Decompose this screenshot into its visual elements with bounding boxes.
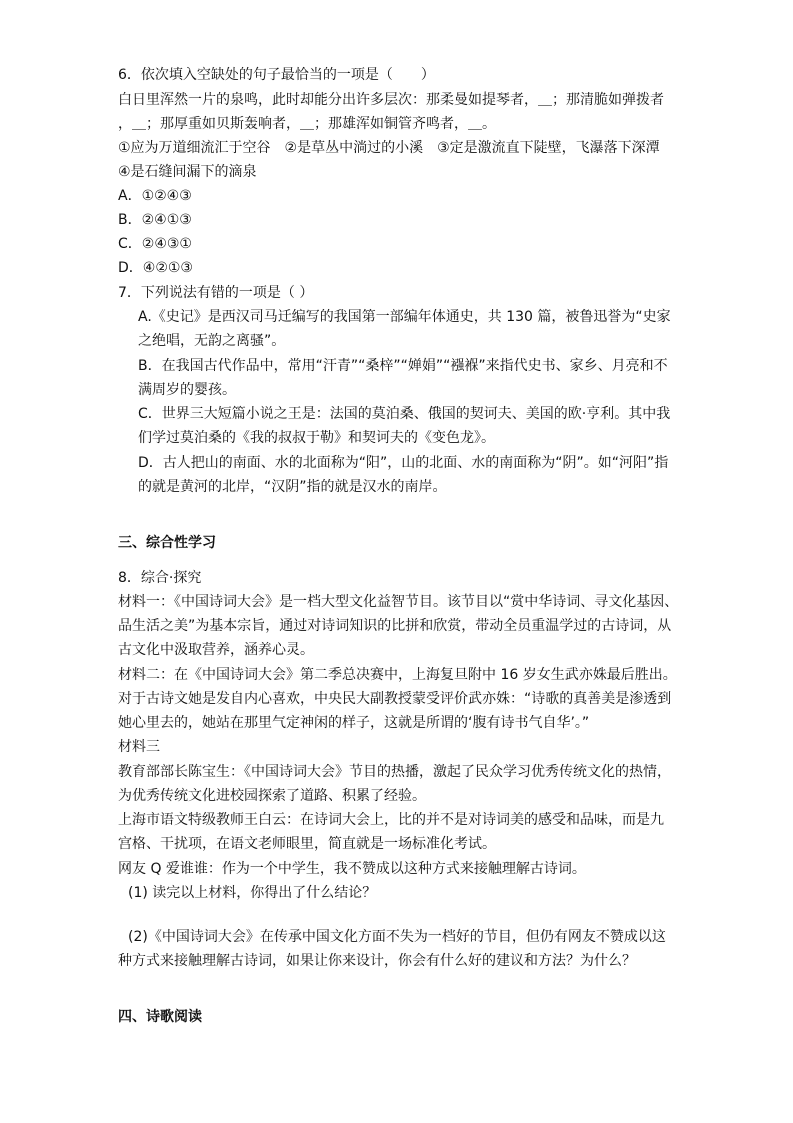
q6-stem: 6．依次填入空缺处的句子最恰当的一项是（ ） [118, 67, 435, 83]
q8-subquestion-1: (1) 读完以上材料，你得出了什么结论？ [128, 885, 377, 901]
section-4-heading: 四、诗歌阅读 [118, 1009, 202, 1025]
q6-options-line-1: ①应为万道细流汇于空谷 ②是草丛中淌过的小溪 ③定是激流直下陡壁，飞瀑落下深潭 [118, 140, 660, 156]
q6-passage-line-2: ，＿；那厚重如贝斯轰响者，＿；那雄浑如铜管齐鸣者，＿。 [118, 116, 496, 132]
q7-option-c-line-1: C．世界三大短篇小说之王是：法国的莫泊桑、俄国的契诃夫、美国的欧·亨利。其中我 [138, 406, 671, 422]
q6-choice-d: D．④②①③ [118, 260, 193, 276]
q8-material-3-line-4: 宫格、干扰项，在语文老师眼里，简直就是一场标准化考试。 [118, 836, 496, 852]
q8-material-3-line-2: 为优秀传统文化进校园探索了道路、积累了经验。 [118, 788, 426, 804]
q7-option-a-line-1: A.《史记》是西汉司马迁编写的我国第一部编年体通史，共 130 篇，被鲁迅誉为“史家 [138, 309, 671, 325]
q7-stem: 7．下列说法有错的一项是（ ） [118, 285, 314, 301]
q7-option-b-line-2: 满周岁的婴孩。 [138, 382, 236, 398]
q8-material-3-line-5: 网友 Q 爱谁谁：作为一个中学生，我不赞成以这种方式来接触理解古诗词。 [118, 861, 586, 877]
q8-material-2-line-2: 对于古诗文她是发自内心喜欢，中央民大副教授蒙受评价武亦姝：“诗歌的真善美是渗透到 [118, 691, 672, 707]
q6-options-line-2: ④是石缝间漏下的滴泉 [118, 164, 257, 180]
q8-subquestion-2-line-2: 种方式来接触理解古诗词，如果让你来设计，你会有什么好的建议和方法？为什么？ [118, 953, 636, 969]
q8-material-3-line-3: 上海市语文特级教师王白云：在诗词大会上，比的并不是对诗词美的感受和品味，而是九 [118, 812, 664, 828]
q7-option-d-line-1: D．古人把山的南面、水的北面称为“阳”，山的北面、水的南面称为“阴”。如“河阳”指 [138, 455, 669, 471]
q7-option-c-line-2: 们学过莫泊桑的《我的叔叔于勒》和契诃夫的《变色龙》。 [138, 430, 495, 446]
section-3-heading: 三、综合性学习 [118, 535, 216, 551]
q6-choice-b: B．②④①③ [118, 212, 192, 228]
q6-choice-c: C．②④③① [118, 236, 192, 252]
q8-title: 8．综合·探究 [118, 570, 202, 586]
q8-material-2-line-1: 材料二：在《中国诗词大会》第二季总决赛中，上海复旦附中 16 岁女生武亦姝最后胜出。 [118, 667, 677, 683]
q8-material-3-line-1: 教育部部长陈宝生：《中国诗词大会》节目的热播，激起了民众学习优秀传统文化的热情， [118, 764, 671, 780]
q8-material-3-title: 材料三 [118, 739, 160, 755]
q7-option-a-line-2: 之绝唱，无韵之离骚”。 [138, 333, 286, 349]
q8-material-1-line-3: 古文化中汲取营养，涵养心灵。 [118, 642, 314, 658]
q7-option-d-line-2: 的就是黄河的北岸，“汉阴”指的就是汉水的南岸。 [138, 479, 447, 495]
q8-material-1-line-2: 品生活之美”为基本宗旨，通过对诗词知识的比拼和欣赏，带动全员重温学过的古诗词，从 [118, 618, 672, 634]
q7-option-b-line-1: B．在我国古代作品中，常用“汗青”“桑梓”“婵娟”“襁褓”来指代史书、家乡、月亮和不 [138, 358, 668, 374]
q8-subquestion-2-line-1: (2)《中国诗词大会》在传承中国文化方面不失为一档好的节目，但仍有网友不赞成以这 [128, 929, 666, 945]
q8-material-2-line-3: 她心里去的，她站在那里气定神闲的样子，这就是所谓的‘腹有诗书气自华’。” [118, 715, 590, 731]
q6-passage-line-1: 白日里浑然一片的泉鸣，此时却能分出许多层次：那柔曼如提琴者，＿；那清脆如弹拨者 [118, 92, 664, 108]
q8-material-1-line-1: 材料一：《中国诗词大会》是一档大型文化益智节目。该节目以“赏中华诗词、寻文化基因、 [118, 594, 679, 610]
q6-choice-a: A．①②④③ [118, 188, 192, 204]
